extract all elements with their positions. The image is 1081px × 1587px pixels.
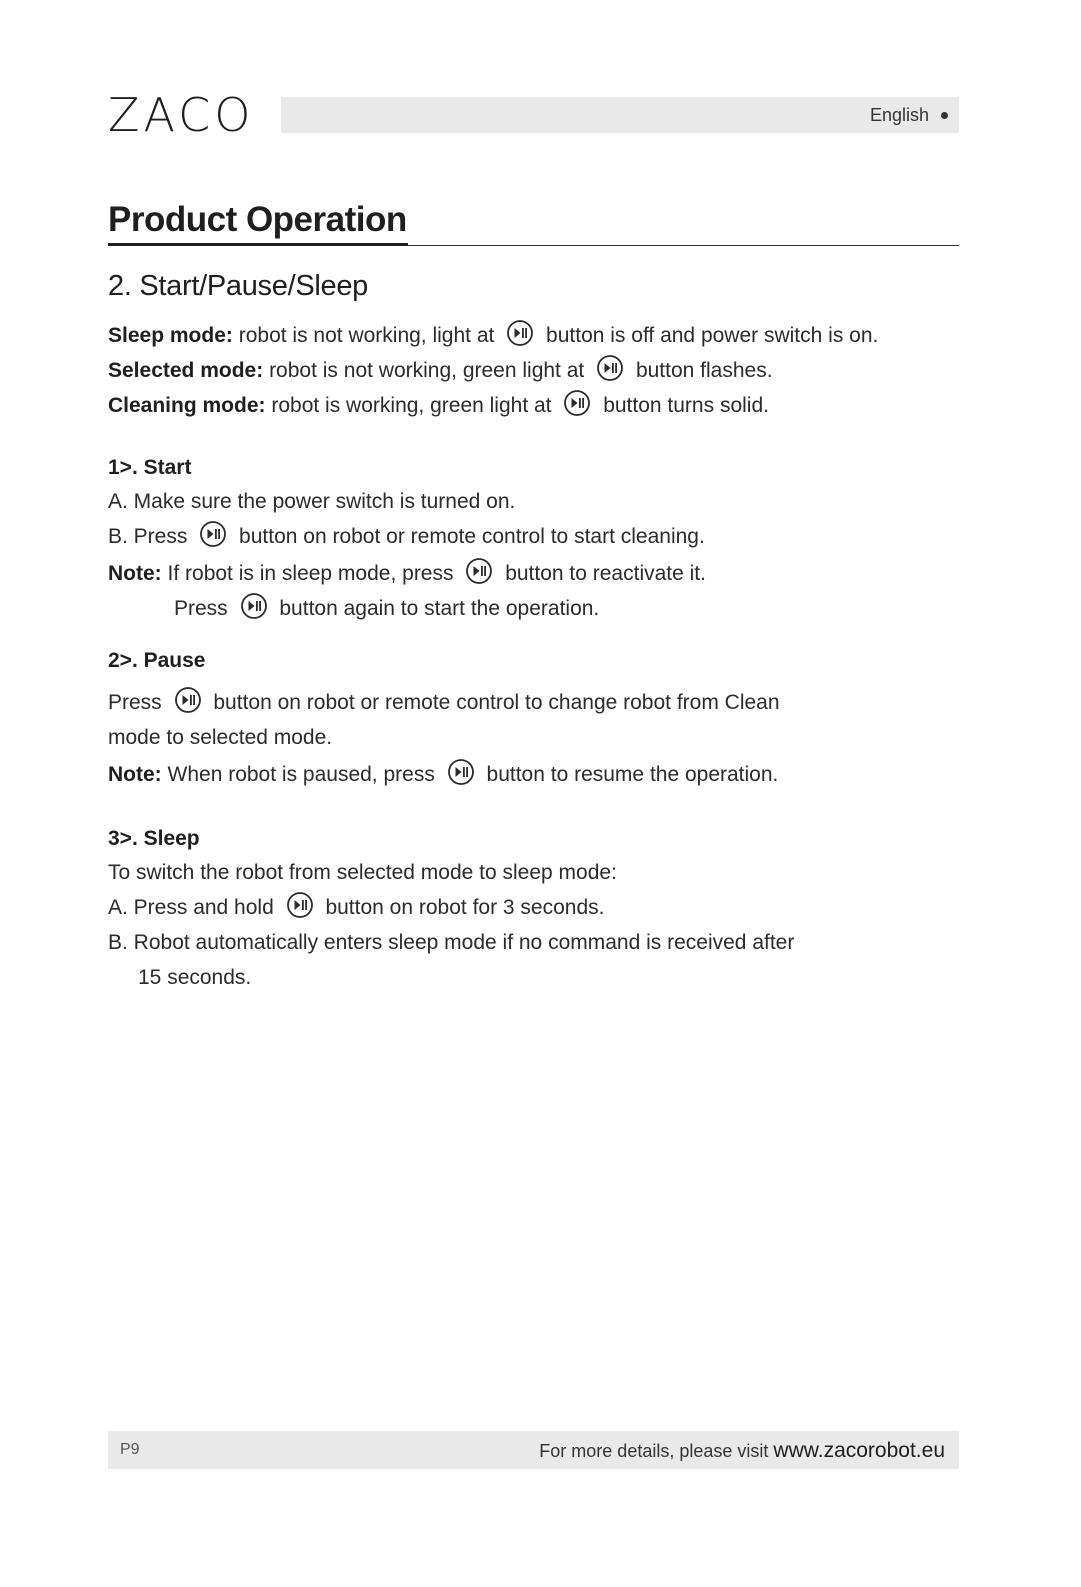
sleep-step-a-pre: A. Press and hold [108, 896, 274, 919]
cleaning-mode-label: Cleaning mode: [108, 394, 266, 417]
pause-note-pre: When robot is paused, press [167, 763, 435, 786]
pause-step-continued: mode to selected mode. [108, 726, 333, 749]
zaco-logo: ZACO [108, 88, 255, 142]
start-note-post: button to reactivate it. [505, 562, 706, 585]
footer-bar [108, 1431, 959, 1469]
pause-note-post: button to resume the operation. [486, 763, 779, 786]
play-pause-icon [199, 520, 227, 548]
play-pause-icon [174, 686, 202, 714]
start-note-continued [174, 595, 599, 623]
page-number: P9 [120, 1441, 140, 1458]
play-pause-icon [596, 354, 624, 382]
play-pause-icon [563, 389, 591, 417]
sleep-mode-line [108, 322, 878, 350]
header-bar [281, 97, 959, 133]
play-pause-icon [447, 758, 475, 786]
selected-mode-label: Selected mode: [108, 359, 264, 382]
website-link[interactable]: www.zacorobot.eu [773, 1439, 945, 1462]
play-pause-icon [465, 557, 493, 585]
start-heading: 1>. Start [108, 456, 192, 479]
sleep-mode-label: Sleep mode: [108, 324, 233, 347]
cleaning-mode-text-post: button turns solid. [603, 394, 769, 417]
sleep-mode-text: robot is not working, light at [238, 324, 495, 347]
start-step-b [108, 523, 705, 551]
language-label: English [869, 105, 929, 125]
pause-step-post: button on robot or remote control to change robot from Clean [213, 691, 780, 714]
pause-heading: 2>. Pause [108, 649, 206, 672]
start-note2-post: button again to start the operation. [279, 597, 600, 620]
pause-note-label: Note: [108, 763, 162, 786]
sleep-step-b: B. Robot automatically enters sleep mode if no command is received after [108, 931, 795, 954]
sleep-step-a-post: button on robot for 3 seconds. [325, 896, 605, 919]
section-title: 2. Start/Pause/Sleep [108, 270, 368, 302]
language-dot-icon [941, 112, 948, 119]
start-note [108, 560, 706, 588]
cleaning-mode-line [108, 392, 769, 420]
footer-visit-text: For more details, please visit [539, 1441, 769, 1461]
selected-mode-text: robot is not working, green light at [269, 359, 585, 382]
sleep-intro: To switch the robot from selected mode to sleep mode: [108, 861, 617, 884]
start-note-label: Note: [108, 562, 162, 585]
start-note2-pre: Press [174, 597, 228, 620]
pause-note [108, 761, 778, 789]
page-title: Product Operation [108, 200, 407, 239]
start-step-b-post: button on robot or remote control to start cleaning. [239, 525, 705, 548]
start-step-a: A. Make sure the power switch is turned on. [108, 490, 516, 513]
selected-mode-line [108, 357, 773, 385]
start-note-pre: If robot is in sleep mode, press [167, 562, 454, 585]
selected-mode-text-post: button flashes. [635, 359, 773, 382]
title-underline [108, 243, 408, 246]
sleep-step-b-continued: 15 seconds. [138, 966, 252, 989]
start-step-b-pre: B. Press [108, 525, 188, 548]
pause-step-pre: Press [108, 691, 162, 714]
sleep-mode-text-post: button is off and power switch is on. [546, 324, 879, 347]
play-pause-icon [286, 891, 314, 919]
footer-text [539, 1439, 945, 1463]
play-pause-icon [506, 319, 534, 347]
sleep-step-a [108, 894, 604, 922]
play-pause-icon [240, 592, 268, 620]
pause-step [108, 689, 780, 717]
sleep-heading: 3>. Sleep [108, 827, 200, 850]
cleaning-mode-text: robot is working, green light at [271, 394, 552, 417]
